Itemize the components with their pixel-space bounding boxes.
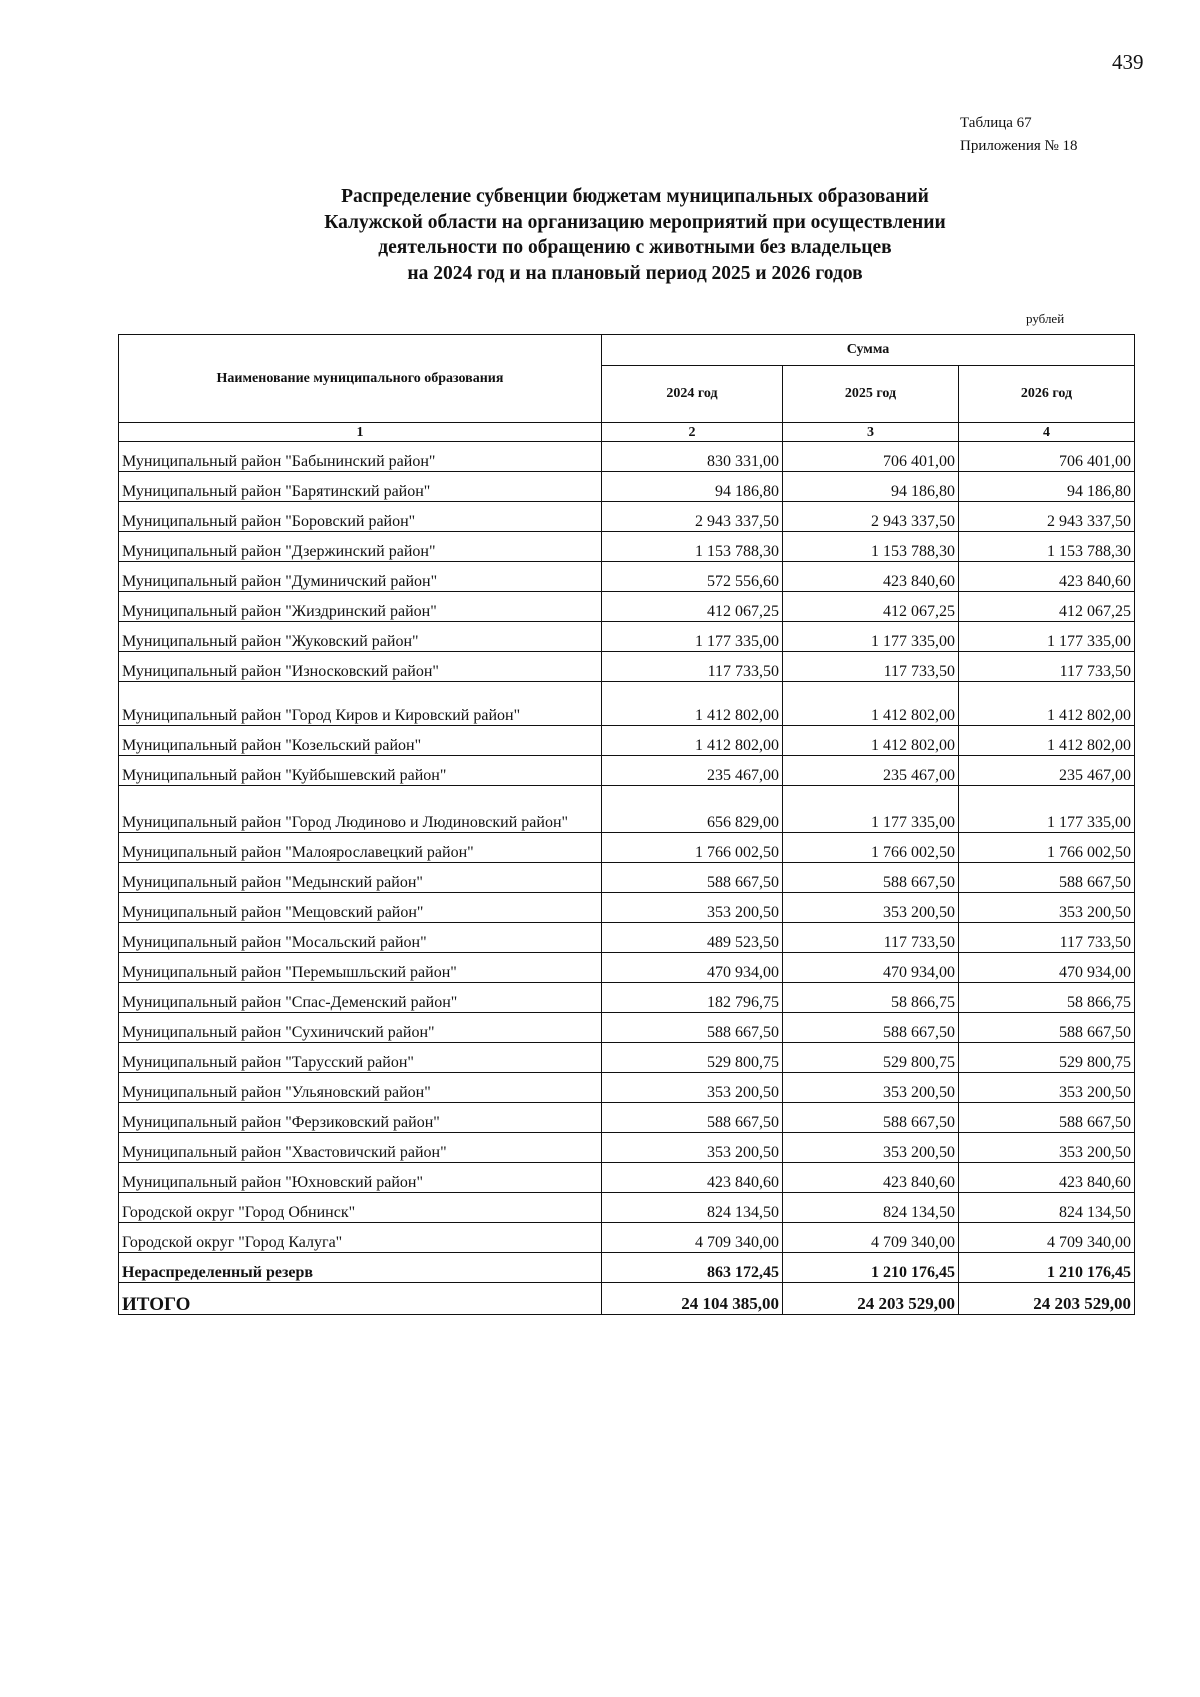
municipality-name: Муниципальный район "Куйбышевский район" <box>119 756 602 786</box>
amount-2026: 353 200,50 <box>959 1073 1135 1103</box>
amount-2024: 2 943 337,50 <box>602 502 783 532</box>
amount-2025: 588 667,50 <box>783 1103 959 1133</box>
column-index: 1 <box>119 423 602 442</box>
amount-2025: 1 153 788,30 <box>783 532 959 562</box>
amount-2026: 1 210 176,45 <box>959 1253 1135 1283</box>
municipality-name: Муниципальный район "Ульяновский район" <box>119 1073 602 1103</box>
amount-2025: 1 210 176,45 <box>783 1253 959 1283</box>
appendix-number: Приложения № 18 <box>960 138 1078 154</box>
amount-2026: 1 153 788,30 <box>959 532 1135 562</box>
table-row <box>119 1253 1135 1283</box>
column-index-row <box>119 423 1135 442</box>
amount-2026: 1 412 802,00 <box>959 682 1135 726</box>
amount-2024: 353 200,50 <box>602 1073 783 1103</box>
amount-2024: 830 331,00 <box>602 442 783 472</box>
amount-2025: 588 667,50 <box>783 1013 959 1043</box>
title-line: Распределение субвенции бюджетам муниципальных образований <box>341 186 929 207</box>
amount-2024: 588 667,50 <box>602 1103 783 1133</box>
table-row <box>119 1193 1135 1223</box>
amount-2026: 24 203 529,00 <box>959 1283 1135 1315</box>
municipality-name: Муниципальный район "Износковский район" <box>119 652 602 682</box>
amount-2026: 4 709 340,00 <box>959 1223 1135 1253</box>
amount-2024: 4 709 340,00 <box>602 1223 783 1253</box>
table-row <box>119 953 1135 983</box>
table-row <box>119 532 1135 562</box>
amount-2025: 706 401,00 <box>783 442 959 472</box>
header-name-column: Наименование муниципального образования <box>119 335 602 423</box>
table-row <box>119 652 1135 682</box>
amount-2024: 863 172,45 <box>602 1253 783 1283</box>
table-row <box>119 1163 1135 1193</box>
amount-2026: 706 401,00 <box>959 442 1135 472</box>
amount-2025: 58 866,75 <box>783 983 959 1013</box>
table-row <box>119 1013 1135 1043</box>
municipality-name: Нераспределенный резерв <box>119 1253 602 1283</box>
amount-2025: 423 840,60 <box>783 562 959 592</box>
amount-2025: 4 709 340,00 <box>783 1223 959 1253</box>
amount-2025: 1 412 802,00 <box>783 682 959 726</box>
amount-2025: 94 186,80 <box>783 472 959 502</box>
amount-2024: 656 829,00 <box>602 786 783 833</box>
subvention-table <box>118 334 1135 1315</box>
table-reference <box>960 112 1078 158</box>
table-row <box>119 983 1135 1013</box>
amount-2025: 1 177 335,00 <box>783 786 959 833</box>
amount-2024: 1 412 802,00 <box>602 726 783 756</box>
amount-2026: 1 412 802,00 <box>959 726 1135 756</box>
municipality-name: Муниципальный район "Город Людиново и Людиновский район" <box>119 786 602 833</box>
municipality-name: Муниципальный район "Спас-Деменский район" <box>119 983 602 1013</box>
amount-2024: 1 412 802,00 <box>602 682 783 726</box>
municipality-name: Муниципальный район "Тарусский район" <box>119 1043 602 1073</box>
municipality-name: ИТОГО <box>119 1283 602 1315</box>
amount-2026: 824 134,50 <box>959 1193 1135 1223</box>
municipality-name: Муниципальный район "Город Киров и Кировский район" <box>119 682 602 726</box>
amount-2024: 470 934,00 <box>602 953 783 983</box>
table-row <box>119 472 1135 502</box>
table-row <box>119 1133 1135 1163</box>
municipality-name: Муниципальный район "Перемышльский район" <box>119 953 602 983</box>
column-index: 3 <box>783 423 959 442</box>
amount-2025: 117 733,50 <box>783 923 959 953</box>
amount-2026: 529 800,75 <box>959 1043 1135 1073</box>
municipality-name: Муниципальный район "Бабынинский район" <box>119 442 602 472</box>
header-sum-group: Сумма <box>602 335 1135 366</box>
amount-2024: 1 153 788,30 <box>602 532 783 562</box>
table-body <box>119 442 1135 1315</box>
amount-2024: 353 200,50 <box>602 893 783 923</box>
municipality-name: Муниципальный район "Боровский район" <box>119 502 602 532</box>
amount-2024: 182 796,75 <box>602 983 783 1013</box>
table-row <box>119 442 1135 472</box>
municipality-name: Муниципальный район "Жуковский район" <box>119 622 602 652</box>
municipality-name: Муниципальный район "Мещовский район" <box>119 893 602 923</box>
amount-2025: 423 840,60 <box>783 1163 959 1193</box>
amount-2026: 58 866,75 <box>959 983 1135 1013</box>
amount-2024: 824 134,50 <box>602 1193 783 1223</box>
amount-2024: 117 733,50 <box>602 652 783 682</box>
table-row <box>119 833 1135 863</box>
municipality-name: Муниципальный район "Медынский район" <box>119 863 602 893</box>
total-row <box>119 1283 1135 1315</box>
page-number: 439 <box>1112 50 1144 74</box>
municipality-name: Муниципальный район "Ферзиковский район" <box>119 1103 602 1133</box>
header-year-2024: 2024 год <box>602 366 783 423</box>
table-row <box>119 682 1135 726</box>
table-row <box>119 756 1135 786</box>
municipality-name: Муниципальный район "Козельский район" <box>119 726 602 756</box>
amount-2026: 353 200,50 <box>959 1133 1135 1163</box>
amount-2026: 1 766 002,50 <box>959 833 1135 863</box>
municipality-name: Муниципальный район "Хвастовичский район" <box>119 1133 602 1163</box>
amount-2024: 1 766 002,50 <box>602 833 783 863</box>
table-row <box>119 923 1135 953</box>
amount-2025: 824 134,50 <box>783 1193 959 1223</box>
amount-2024: 353 200,50 <box>602 1133 783 1163</box>
amount-2024: 572 556,60 <box>602 562 783 592</box>
amount-2025: 412 067,25 <box>783 592 959 622</box>
amount-2025: 1 766 002,50 <box>783 833 959 863</box>
amount-2026: 423 840,60 <box>959 562 1135 592</box>
amount-2025: 1 177 335,00 <box>783 622 959 652</box>
amount-2025: 353 200,50 <box>783 1133 959 1163</box>
municipality-name: Городской округ "Город Калуга" <box>119 1223 602 1253</box>
amount-2026: 1 177 335,00 <box>959 622 1135 652</box>
amount-2024: 423 840,60 <box>602 1163 783 1193</box>
amount-2026: 353 200,50 <box>959 893 1135 923</box>
amount-2026: 470 934,00 <box>959 953 1135 983</box>
amount-2026: 412 067,25 <box>959 592 1135 622</box>
title-line: на 2024 год и на плановый период 2025 и 2026 годов <box>407 262 863 284</box>
municipality-name: Муниципальный район "Дзержинский район" <box>119 532 602 562</box>
amount-2026: 117 733,50 <box>959 923 1135 953</box>
table-row <box>119 1103 1135 1133</box>
title-line: деятельности по обращению с животными без владельцев <box>378 237 892 258</box>
amount-2024: 1 177 335,00 <box>602 622 783 652</box>
amount-2025: 117 733,50 <box>783 652 959 682</box>
municipality-name: Муниципальный район "Мосальский район" <box>119 923 602 953</box>
amount-2026: 588 667,50 <box>959 1103 1135 1133</box>
amount-2026: 423 840,60 <box>959 1163 1135 1193</box>
amount-2025: 588 667,50 <box>783 863 959 893</box>
document-title <box>220 184 1050 286</box>
amount-2024: 588 667,50 <box>602 1013 783 1043</box>
table-row <box>119 726 1135 756</box>
table-row <box>119 786 1135 833</box>
amount-2024: 489 523,50 <box>602 923 783 953</box>
table-row <box>119 1223 1135 1253</box>
amount-2026: 94 186,80 <box>959 472 1135 502</box>
table-row <box>119 893 1135 923</box>
title-line: Калужской области на организацию мероприятий при осуществлении <box>324 211 946 233</box>
amount-2025: 353 200,50 <box>783 893 959 923</box>
amount-2025: 353 200,50 <box>783 1073 959 1103</box>
header-year-2026: 2026 год <box>959 366 1135 423</box>
municipality-name: Муниципальный район "Барятинский район" <box>119 472 602 502</box>
table-row <box>119 622 1135 652</box>
header-year-2025: 2025 год <box>783 366 959 423</box>
table-row <box>119 562 1135 592</box>
amount-2024: 529 800,75 <box>602 1043 783 1073</box>
municipality-name: Городской округ "Город Обнинск" <box>119 1193 602 1223</box>
amount-2024: 412 067,25 <box>602 592 783 622</box>
table-row <box>119 1043 1135 1073</box>
amount-2024: 588 667,50 <box>602 863 783 893</box>
amount-2025: 1 412 802,00 <box>783 726 959 756</box>
amount-2025: 529 800,75 <box>783 1043 959 1073</box>
column-index: 2 <box>602 423 783 442</box>
table-row <box>119 592 1135 622</box>
amount-2026: 588 667,50 <box>959 863 1135 893</box>
amount-2025: 470 934,00 <box>783 953 959 983</box>
unit-label: рублей <box>1026 311 1065 326</box>
amount-2026: 117 733,50 <box>959 652 1135 682</box>
amount-2025: 24 203 529,00 <box>783 1283 959 1315</box>
municipality-name: Муниципальный район "Юхновский район" <box>119 1163 602 1193</box>
amount-2026: 588 667,50 <box>959 1013 1135 1043</box>
table-row <box>119 863 1135 893</box>
municipality-name: Муниципальный район "Сухиничский район" <box>119 1013 602 1043</box>
amount-2026: 235 467,00 <box>959 756 1135 786</box>
amount-2025: 235 467,00 <box>783 756 959 786</box>
amount-2026: 1 177 335,00 <box>959 786 1135 833</box>
table-number: Таблица 67 <box>960 115 1032 131</box>
municipality-name: Муниципальный район "Малоярославецкий район" <box>119 833 602 863</box>
table-row <box>119 1073 1135 1103</box>
municipality-name: Муниципальный район "Думиничский район" <box>119 562 602 592</box>
municipality-name: Муниципальный район "Жиздринский район" <box>119 592 602 622</box>
amount-2026: 2 943 337,50 <box>959 502 1135 532</box>
table-row <box>119 502 1135 532</box>
amount-2024: 235 467,00 <box>602 756 783 786</box>
amount-2024: 24 104 385,00 <box>602 1283 783 1315</box>
amount-2024: 94 186,80 <box>602 472 783 502</box>
amount-2025: 2 943 337,50 <box>783 502 959 532</box>
column-index: 4 <box>959 423 1135 442</box>
